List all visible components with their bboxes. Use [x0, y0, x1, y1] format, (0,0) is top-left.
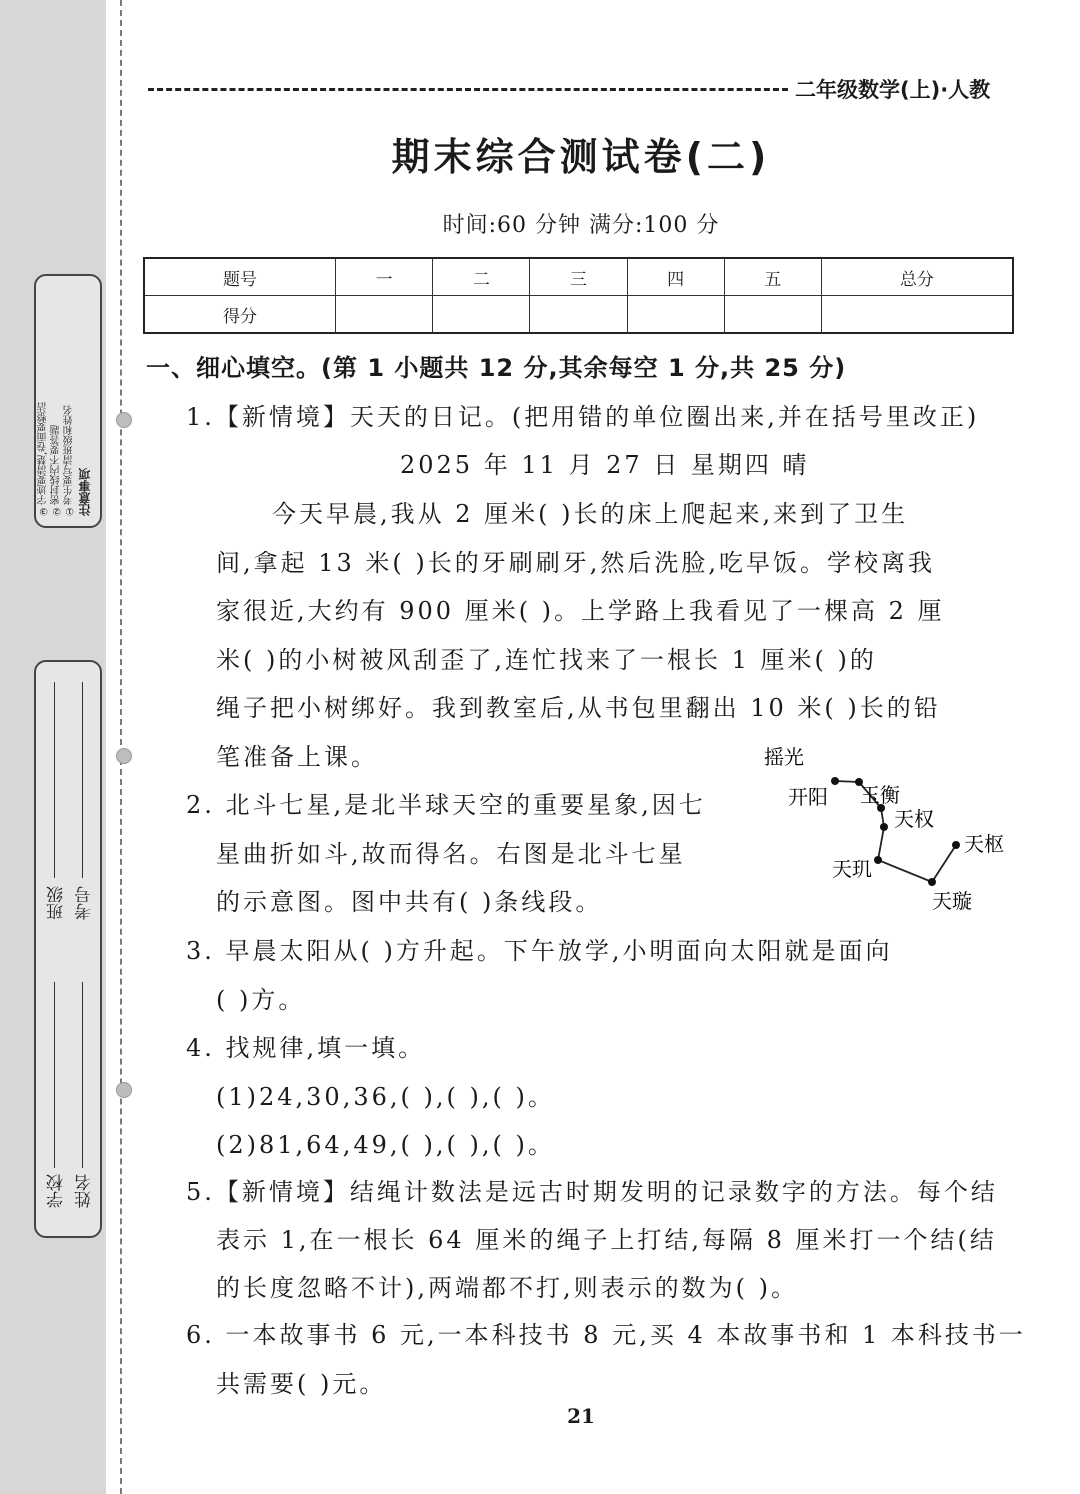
diary-date: 2025 年 11 月 27 日 星期四 晴 — [400, 451, 810, 479]
star-label: 摇光 — [764, 745, 804, 769]
question-5-line: 表示 1,在一根长 64 厘米的绳子上打结,每隔 8 厘米打一个结(结 — [216, 1226, 997, 1254]
score-cell[interactable] — [627, 296, 724, 334]
seal-line — [120, 0, 122, 1494]
star-label: 天权 — [894, 807, 934, 831]
question-2-line: 的示意图。图中共有( )条线段。 — [216, 888, 603, 916]
score-cell[interactable] — [433, 296, 530, 334]
question-2-line: 2. 北斗七星,是北半球天空的重要星象,因七 — [186, 791, 706, 819]
star-dot — [831, 777, 839, 785]
binding-hole-icon — [116, 412, 132, 428]
table-header-cell: 二 — [433, 258, 530, 296]
exam-number-label: 考号 — [75, 886, 95, 920]
header-rule — [148, 88, 788, 91]
exam-number-field[interactable] — [82, 682, 83, 878]
student-info-box — [34, 660, 102, 1238]
question-4-item: (2)81,64,49,( ),( ),( )。 — [216, 1131, 555, 1159]
table-row — [144, 258, 1013, 296]
score-cell[interactable] — [821, 296, 1013, 334]
star-dot — [880, 823, 888, 831]
table-header-cell: 总分 — [821, 258, 1013, 296]
diary-text-line: 笔准备上课。 — [216, 743, 378, 771]
star-label: 天玑 — [832, 857, 872, 881]
star-dot — [952, 841, 960, 849]
class-label: 班级 — [47, 886, 67, 920]
binding-hole-icon — [116, 748, 132, 764]
notice-item: ①考生要写清班级和姓名 — [64, 405, 75, 516]
time-score-info: 时间:60 分钟 满分:100 分 — [442, 213, 720, 238]
question-1-title: 1.【新情境】天天的日记。(把用错的单位圈出来,并在括号里改正) — [186, 403, 980, 431]
score-cell[interactable] — [724, 296, 821, 334]
page-number: 21 — [567, 1404, 595, 1428]
score-table — [143, 257, 1014, 334]
question-4-title: 4. 找规律,填一填。 — [186, 1034, 426, 1062]
diary-text-line: 米( )的小树被风刮歪了,连忙找来了一根长 1 厘米( )的 — [216, 646, 877, 674]
page-title: 期末综合测试卷(二) — [391, 135, 771, 179]
notice-item: ③字迹要清楚,卷面要整洁 — [38, 401, 49, 516]
series-label: 二年级数学(上)·人教 — [795, 78, 991, 102]
diary-text-line: 绳子把小树绑好。我到教室后,从书包里翻出 10 米( )长的铅 — [216, 694, 941, 722]
big-dipper-diagram — [760, 740, 1020, 920]
score-cell[interactable] — [336, 296, 433, 334]
school-field[interactable] — [54, 982, 55, 1168]
table-header-cell: 四 — [627, 258, 724, 296]
notice-box — [34, 274, 102, 528]
notice-label: 注意事项 — [78, 468, 92, 516]
diary-text-line: 间,拿起 13 米( )长的牙刷刷牙,然后洗脸,吃早饭。学校离我 — [216, 549, 936, 577]
notice-item: ②密封线内不要答题 — [51, 425, 62, 516]
table-header-cell: 题号 — [144, 258, 336, 296]
diary-text-line: 今天早晨,我从 2 厘米( )长的床上爬起来,来到了卫生 — [272, 500, 909, 528]
question-4-item: (1)24,30,36,( ),( ),( )。 — [216, 1083, 555, 1111]
class-field[interactable] — [54, 682, 55, 878]
star-dot — [928, 878, 936, 886]
question-5-line: 5.【新情境】结绳计数法是远古时期发明的记录数字的方法。每个结 — [186, 1178, 998, 1206]
school-label: 学校 — [47, 1174, 67, 1208]
question-6-line: 共需要( )元。 — [216, 1370, 387, 1398]
star-label: 开阳 — [788, 785, 828, 809]
star-label: 玉衡 — [860, 783, 900, 807]
question-3-line: ( )方。 — [216, 986, 306, 1014]
star-dot — [874, 856, 882, 864]
question-5-line: 的长度忽略不计),两端都不打,则表示的数为( )。 — [216, 1274, 798, 1302]
table-header-cell: 三 — [530, 258, 627, 296]
score-row-label: 得分 — [144, 296, 336, 334]
table-row — [144, 296, 1013, 334]
diary-text-line: 家很近,大约有 900 厘米( )。上学路上我看见了一棵高 2 厘 — [216, 597, 945, 625]
star-label: 天枢 — [964, 832, 1004, 856]
question-6-line: 6. 一本故事书 6 元,一本科技书 8 元,买 4 本故事书和 1 本科技书一 — [186, 1321, 1026, 1349]
table-header-cell: 五 — [724, 258, 821, 296]
table-header-cell: 一 — [336, 258, 433, 296]
star-label: 天璇 — [932, 889, 972, 913]
section-heading: 一、细心填空。(第 1 小题共 12 分,其余每空 1 分,共 25 分) — [146, 354, 847, 382]
name-field[interactable] — [82, 982, 83, 1168]
binding-hole-icon — [116, 1082, 132, 1098]
name-label: 姓名 — [75, 1174, 95, 1208]
score-cell[interactable] — [530, 296, 627, 334]
question-3-line: 3. 早晨太阳从( )方升起。下午放学,小明面向太阳就是面向 — [186, 937, 893, 965]
question-2-line: 星曲折如斗,故而得名。右图是北斗七星 — [216, 840, 686, 868]
